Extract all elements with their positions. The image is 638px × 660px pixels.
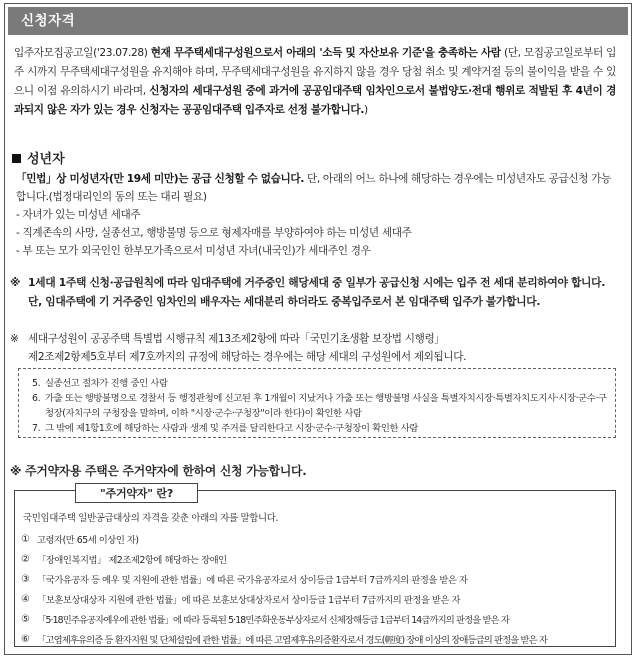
definition-item: ⑤ 「5·18민주유공자예우에 관한 법률」에 따라 등록된 5·18민주화운동부상자로서 신체장해등급 1급부터 14급까지의 판정을 받은 자 bbox=[21, 613, 509, 626]
definition-list bbox=[21, 529, 611, 649]
household-note: ※ 1세대 1주택 신청·공급원칙에 따라 임대주택에 거주중인 해당세대 중 일부가 공급신청 시에는 입주 전 세대 분리하여야 합니다. 단, 임대주택에 기 거주중인 임차인의 배우자는 세대분리 하더라도 중복입주로서 본 임대주택 입주가 불가합니다. bbox=[10, 273, 616, 311]
rule-item: 6. 가출 또는 행방불명으로 경찰서 등 행정관청에 신고된 후 1개월이 지났거나 가출 또는 행방불명 사실을 특별자치시장·특별자치도지사·시장·군수·구청장(자치구의 구청장을 말하며, 이하 "시장·군수·구청장"이라 한다)이 확인한 사람 bbox=[32, 393, 607, 419]
eligibility-intro: 입주자모집공고일('23.07.28) 현재 무주택세대구성원으로서 아래의 '소득 및 자산보유 기준'을 충족하는 사람 (단, 모집공고일로부터 입주 시까지 무주택세대구성원을 유지해야 하며, 무주택세대구성원을 유지하지 않을 경우 당첨 취소 및 계약거절 등의 불이익을 받을 수 있으니 이점 유의하시기 바라며, 신청자의 세대구성원 중에 과거에 공공임대주택 임차인으로서 불법양도·전대 행위로 적발된 후 4년이 경과되지 않은 자가 있는 경우 신청자는 공공임대주택 입주자로 선정 불가합니다.) bbox=[14, 47, 617, 116]
minor-item: - 직계존속의 사망, 실종선고, 행방불명 등으로 형제자매를 부양하여야 하는 미성년 세대주 bbox=[16, 227, 412, 239]
housing-weak-definition-box bbox=[14, 487, 616, 647]
definition-item: ④ 「보훈보상대상자 지원에 관한 법률」에 따른 보훈보상대상자로서 상이등급 1급부터 7급까지의 판정을 받은 자 bbox=[21, 593, 461, 606]
minor-item: - 부 또는 모가 외국인인 한부모가족으로서 미성년 자녀(내국인)가 세대주인 경우 bbox=[16, 245, 371, 257]
square-bullet-icon bbox=[12, 154, 21, 163]
definition-intro: 국민임대주택 일반공급대상의 자격을 갖춘 아래의 자를 말합니다. bbox=[23, 513, 279, 524]
rule-item: 7. 그 밖에 제1항1호에 해당하는 사람과 생계 및 주거를 달리한다고 시장·군수·구청장이 확인한 사람 bbox=[32, 423, 418, 434]
definition-item: ② 「장애인복지법」 제2조제2항에 해당하는 장애인 bbox=[21, 553, 227, 566]
note-mark-icon: ※ bbox=[10, 333, 19, 345]
housing-weak-note: ※ 주거약자용 주택은 주거약자에 한하여 신청 가능합니다. bbox=[10, 464, 307, 478]
member-exclusion-note: ※ 세대구성원이 공공주택 특별법 시행규칙 제13조제2항에 따라「국민기초생활 보장법 시행령」 제2조제2항제5호부터 제7호까지의 규정에 해당하는 경우에는 해당 세대의 구성원에서 제외됩니다. bbox=[10, 330, 616, 366]
definition-item: ① 고령자(만 65세 이상인 자) bbox=[21, 533, 139, 546]
minor-heading: 성년자 bbox=[12, 148, 65, 167]
definition-item: ⑥ 「고엽제후유의증 등 환자지원 및 단체설립에 관한 법률」에 따른 고엽제후유의증환자로서 경도(輕度) 장애 이상의 장애등급의 판정을 받은 자 bbox=[21, 633, 547, 646]
rule-item: 5. 실종선고 절차가 진행 중인 사람 bbox=[32, 378, 168, 389]
section-header: 신청자격 bbox=[8, 7, 628, 35]
minor-paragraph: 「민법」상 미성년자(만 19세 미만)는 공급 신청할 수 없습니다. 단, 아래의 어느 하나에 해당하는 경우에는 미성년자도 공급신청 가능합니다.(법정대리인의 동의 또는 대리 필요) - 자녀가 있는 미성년 세대주 - 직계존속의 사망, 실종선고, 행방불명 등으로 형제자매를 부양하여야 하는 미성년 세대주 - 부 또는 모가 외국인인 한부모가족으로서 미성년 자녀(내국인)가 세대주인 경우 bbox=[16, 170, 616, 260]
definition-item: ③ 「국가유공자 등 예우 및 지원에 관한 법률」에 따른 국가유공자로서 상이등급 1급부터 7급까지의 판정을 받은 자 bbox=[21, 573, 468, 586]
note-mark-icon: ※ bbox=[10, 276, 21, 289]
definition-tag: "주거약자" 란? bbox=[75, 483, 198, 503]
exclusion-rules-box bbox=[18, 368, 616, 438]
minor-item: - 자녀가 있는 미성년 세대주 bbox=[16, 209, 141, 221]
